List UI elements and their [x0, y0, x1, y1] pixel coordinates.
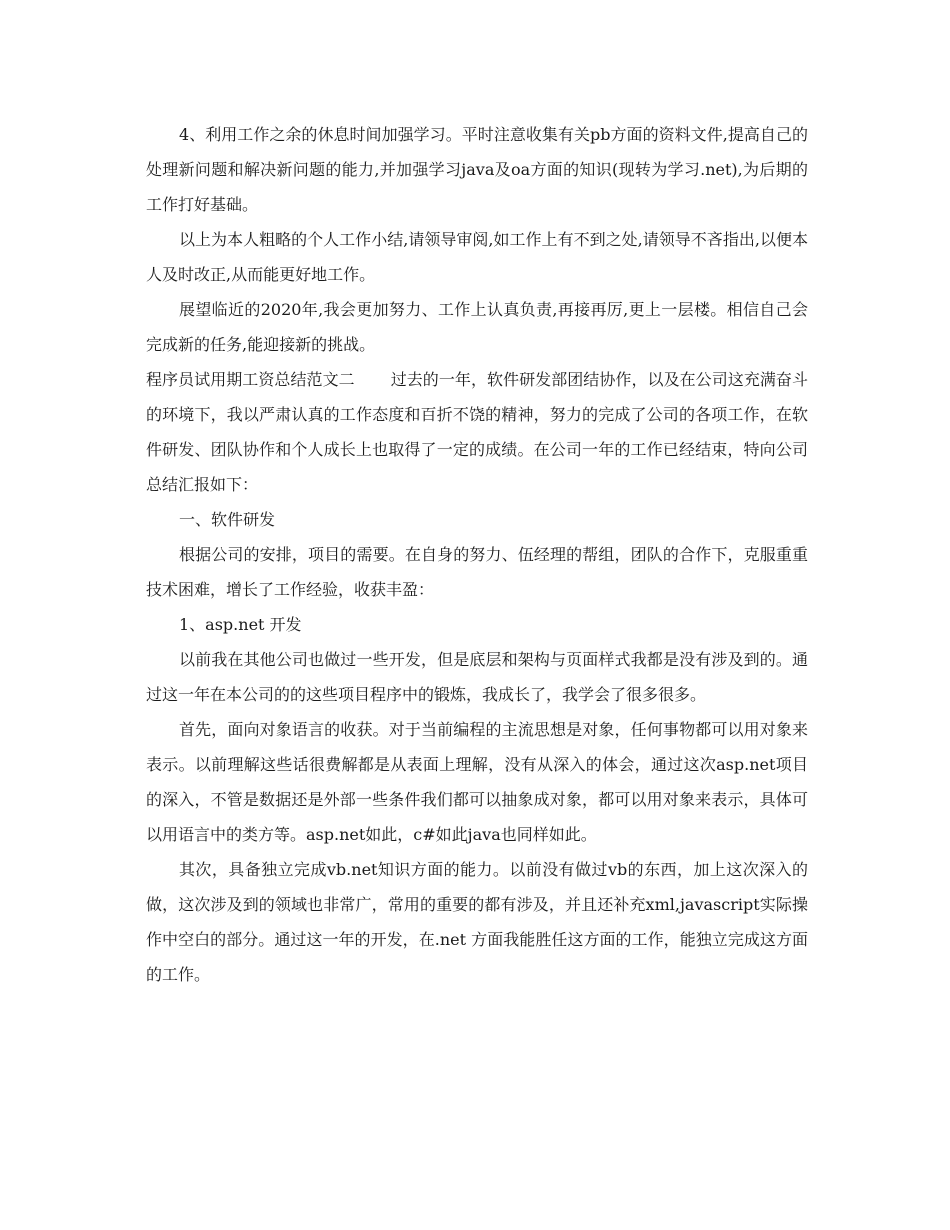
document-page	[146, 117, 808, 992]
section-intro-text: 过去的一年，软件研发部团结协作，以及在公司这充满奋斗的环境下，我以严肃认真的工作态度和百折不饶的精神，努力的完成了公司的各项工作，在软件研发、团队协作和个人成长上也取得了一定的成绩。在公司一年的工作已经结束，特向公司总结汇报如下：	[146, 370, 808, 494]
heading-aspnet: 1、asp.net 开发	[179, 615, 302, 634]
paragraph-outlook: 展望临近的2020年,我会更加努力、工作上认真负责,再接再厉,更上一层楼。相信自己会完成新的任务,能迎接新的挑战。	[146, 300, 808, 354]
paragraph-section-two	[146, 362, 808, 502]
paragraph-previous-experience: 以前我在其他公司也做过一些开发，但是底层和架构与页面样式我都是没有涉及到的。通过这一年在本公司的的这些项目程序中的锻炼，我成长了，我学会了很多很多。	[146, 650, 808, 704]
section-title: 程序员试用期工资总结范文二	[146, 370, 355, 389]
heading-software-dev: 一、软件研发	[179, 510, 276, 529]
paragraph-summary-request: 以上为本人粗略的个人工作小结,请领导审阅,如工作上有不到之处,请领导不吝指出,以便本人及时改正,从而能更好地工作。	[146, 230, 808, 284]
paragraph-oop-gains: 首先，面向对象语言的收获。对于当前编程的主流思想是对象，任何事物都可以用对象来表示。以前理解这些话很费解都是从表面上理解，没有从深入的体会，通过这次asp.net项目的深入，不管是数据还是外部一些条件我们都可以抽象成对象，都可以用对象来表示，具体可以用语言中的类方等。asp.net如此，c#如此java也同样如此。	[146, 720, 808, 844]
paragraph-company-arrangement: 根据公司的安排，项目的需要。在自身的努力、伍经理的帮组，团队的合作下，克服重重技术困难，增长了工作经验，收获丰盈：	[146, 545, 808, 599]
paragraph-vbnet-ability: 其次，具备独立完成vb.net知识方面的能力。以前没有做过vb的东西，加上这次深入的做，这次涉及到的领域也非常广，常用的重要的都有涉及，并且还补充xml,javascript实际操作中空白的部分。通过这一年的开发，在.net 方面我能胜任这方面的工作，能独立完成这方面的工作。	[146, 860, 808, 984]
paragraph-study: 4、利用工作之余的休息时间加强学习。平时注意收集有关pb方面的资料文件,提高自己的处理新问题和解决新问题的能力,并加强学习java及oa方面的知识(现转为学习.net),为后期的工作打好基础。	[146, 125, 808, 214]
